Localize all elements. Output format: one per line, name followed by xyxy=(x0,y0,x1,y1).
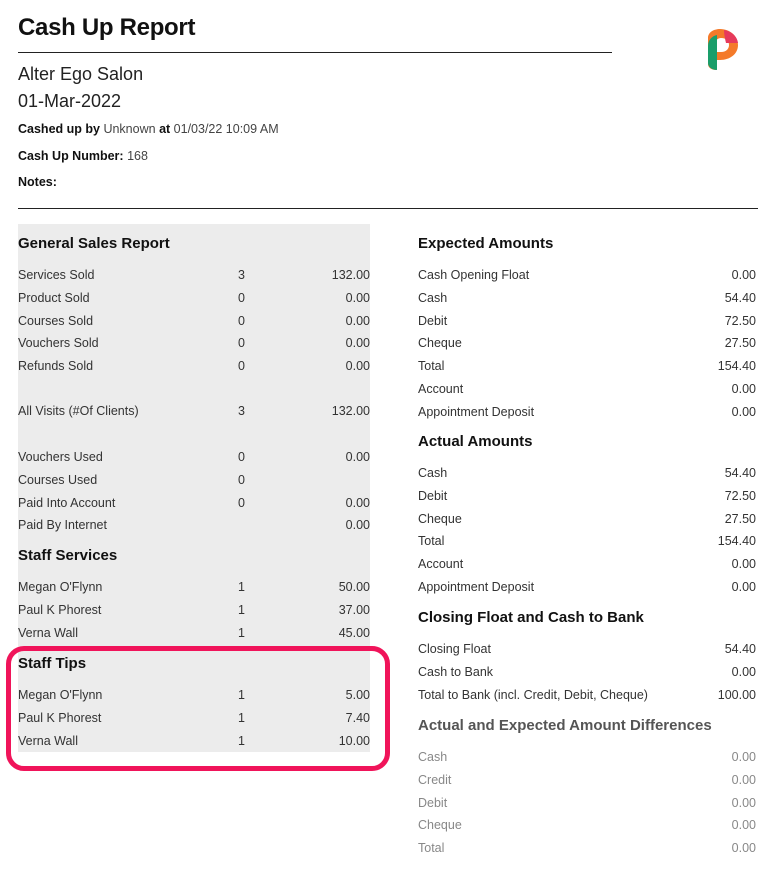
amount-differences-row xyxy=(418,771,756,789)
staff-tips-heading: Staff Tips xyxy=(18,655,87,672)
row-label: Debit xyxy=(418,313,448,328)
row-amount: 0.00 xyxy=(731,841,756,855)
row-amount: 0.00 xyxy=(731,772,756,787)
report-date: 01-Mar-2022 xyxy=(18,91,122,111)
row-amount: 100.00 xyxy=(717,687,756,702)
row-label: Courses Sold xyxy=(18,313,94,328)
row-amount: 0.00 xyxy=(345,518,370,533)
row-amount: 0.00 xyxy=(731,818,756,833)
row-amount: 72.50 xyxy=(724,488,756,503)
row-count: 1 xyxy=(238,602,245,617)
general-sales-row xyxy=(18,289,370,307)
row-amount: 50.00 xyxy=(338,580,370,594)
row-amount: 0.00 xyxy=(731,664,756,679)
expected-amounts-row xyxy=(418,266,756,284)
row-count: 0 xyxy=(238,472,245,487)
row-amount: 0.00 xyxy=(731,268,756,282)
row-count: 0 xyxy=(238,290,245,305)
general-sales-row xyxy=(18,266,370,284)
salon-name: Alter Ego Salon xyxy=(18,64,144,84)
actual-amounts-row xyxy=(418,464,756,482)
row-amount: 0.00 xyxy=(345,290,370,305)
row-label: Megan O'Flynn xyxy=(18,580,103,594)
actual-amounts-row xyxy=(418,578,756,596)
row-amount: 132.00 xyxy=(331,268,370,282)
expected-amounts-heading: Expected Amounts xyxy=(418,235,554,252)
row-count: 3 xyxy=(238,268,245,282)
row-label: Credit xyxy=(418,772,452,787)
row-label: Appointment Deposit xyxy=(418,404,535,419)
expected-amounts-row xyxy=(418,403,756,421)
row-amount: 54.40 xyxy=(724,642,756,656)
actual-amounts-row xyxy=(418,487,756,505)
row-count: 1 xyxy=(238,580,245,594)
row-label: Cheque xyxy=(418,511,462,526)
row-label: Account xyxy=(418,381,464,396)
usage-row xyxy=(18,516,370,534)
row-label: All Visits (#Of Clients) xyxy=(18,404,139,418)
row-label: Paul K Phorest xyxy=(18,710,102,725)
amount-differences-heading: Actual and Expected Amount Differences xyxy=(418,717,712,734)
page-title: Cash Up Report xyxy=(18,14,196,41)
row-label: Total to Bank (incl. Credit, Debit, Cheque) xyxy=(418,687,648,702)
amount-differences-row xyxy=(418,816,756,834)
closing-float-heading: Closing Float and Cash to Bank xyxy=(418,609,644,626)
amount-differences-row xyxy=(418,794,756,812)
section-divider xyxy=(18,208,758,209)
all-visits-row xyxy=(18,402,370,420)
staff-service-row xyxy=(18,624,370,642)
row-label: Vouchers Used xyxy=(18,450,103,464)
row-label: Refunds Sold xyxy=(18,359,94,373)
actual-amounts-row xyxy=(418,555,756,573)
row-amount: 0.00 xyxy=(345,359,370,373)
closing-float-row xyxy=(418,663,756,681)
usage-row xyxy=(18,494,370,512)
row-label: Paid By Internet xyxy=(18,518,107,533)
brand-logo xyxy=(704,28,740,72)
row-amount: 0.00 xyxy=(731,750,756,764)
actual-amounts-row xyxy=(418,510,756,528)
expected-amounts-row xyxy=(418,357,756,375)
row-amount: 0.00 xyxy=(731,381,756,396)
row-amount: 54.40 xyxy=(724,466,756,480)
title-divider xyxy=(18,52,612,53)
row-label: Cash xyxy=(418,466,448,480)
row-amount: 132.00 xyxy=(331,404,370,418)
row-label: Services Sold xyxy=(18,268,95,282)
closing-float-row xyxy=(418,640,756,658)
row-label: Debit xyxy=(418,795,448,810)
row-amount: 154.40 xyxy=(717,359,756,373)
row-amount: 0.00 xyxy=(731,795,756,810)
cashed-up-by: Cashed up by Unknown at 01/03/22 10:09 AM xyxy=(18,122,279,136)
row-label: Courses Used xyxy=(18,472,98,487)
expected-amounts-row xyxy=(418,312,756,330)
row-amount: 27.50 xyxy=(724,511,756,526)
row-amount: 27.50 xyxy=(724,336,756,351)
general-sales-row xyxy=(18,312,370,330)
row-label: Verna Wall xyxy=(18,733,78,748)
row-amount: 7.40 xyxy=(345,710,370,725)
row-label: Total xyxy=(418,359,445,373)
row-count: 3 xyxy=(238,404,245,418)
row-label: Cheque xyxy=(418,336,462,351)
row-amount: 10.00 xyxy=(338,733,370,748)
row-amount: 0.00 xyxy=(731,557,756,571)
row-label: Verna Wall xyxy=(18,625,78,640)
row-label: Cash xyxy=(418,750,448,764)
row-label: Paul K Phorest xyxy=(18,602,102,617)
row-count: 1 xyxy=(238,733,245,748)
row-count: 1 xyxy=(238,688,245,702)
row-amount: 0.00 xyxy=(345,450,370,464)
row-count: 0 xyxy=(238,495,245,510)
cash-up-number: Cash Up Number: 168 xyxy=(18,149,148,163)
row-amount: 154.40 xyxy=(717,534,756,549)
general-sales-row xyxy=(18,334,370,352)
expected-amounts-row xyxy=(418,289,756,307)
amount-differences-row xyxy=(418,748,756,766)
expected-amounts-row xyxy=(418,334,756,352)
usage-row xyxy=(18,471,370,489)
row-amount: 0.00 xyxy=(345,336,370,351)
actual-amounts-heading: Actual Amounts xyxy=(418,433,533,450)
usage-row xyxy=(18,448,370,466)
row-label: Cash xyxy=(418,290,448,305)
row-amount: 0.00 xyxy=(731,404,756,419)
notes: Notes: xyxy=(18,175,57,189)
row-amount: 0.00 xyxy=(345,313,370,328)
row-count: 0 xyxy=(238,313,245,328)
row-amount: 37.00 xyxy=(338,602,370,617)
row-label: Total xyxy=(418,841,445,855)
row-label: Cash to Bank xyxy=(418,664,494,679)
row-count: 0 xyxy=(238,359,245,373)
row-label: Vouchers Sold xyxy=(18,336,99,351)
row-amount: 72.50 xyxy=(724,313,756,328)
staff-tips-highlight xyxy=(6,646,390,771)
row-amount: 54.40 xyxy=(724,290,756,305)
actual-amounts-row xyxy=(418,532,756,550)
staff-services-heading: Staff Services xyxy=(18,547,118,564)
row-label: Account xyxy=(418,557,464,571)
row-label: Product Sold xyxy=(18,290,90,305)
amount-differences-row xyxy=(418,839,756,857)
row-label: Megan O'Flynn xyxy=(18,688,103,702)
staff-service-row xyxy=(18,578,370,596)
row-label: Total xyxy=(418,534,445,549)
row-label: Appointment Deposit xyxy=(418,579,535,594)
row-label: Paid Into Account xyxy=(18,495,116,510)
row-amount: 5.00 xyxy=(345,688,370,702)
row-amount: 45.00 xyxy=(338,625,370,640)
row-count: 1 xyxy=(238,625,245,640)
row-count: 1 xyxy=(238,710,245,725)
staff-service-row xyxy=(18,601,370,619)
row-amount: 0.00 xyxy=(345,495,370,510)
row-count: 0 xyxy=(238,450,245,464)
row-label: Cash Opening Float xyxy=(418,268,530,282)
row-amount: 0.00 xyxy=(731,579,756,594)
expected-amounts-row xyxy=(418,380,756,398)
general-sales-row xyxy=(18,357,370,375)
row-count: 0 xyxy=(238,336,245,351)
row-label: Debit xyxy=(418,488,448,503)
closing-float-row xyxy=(418,686,756,704)
row-label: Closing Float xyxy=(418,642,491,656)
general-sales-heading: General Sales Report xyxy=(18,235,170,252)
row-label: Cheque xyxy=(418,818,462,833)
